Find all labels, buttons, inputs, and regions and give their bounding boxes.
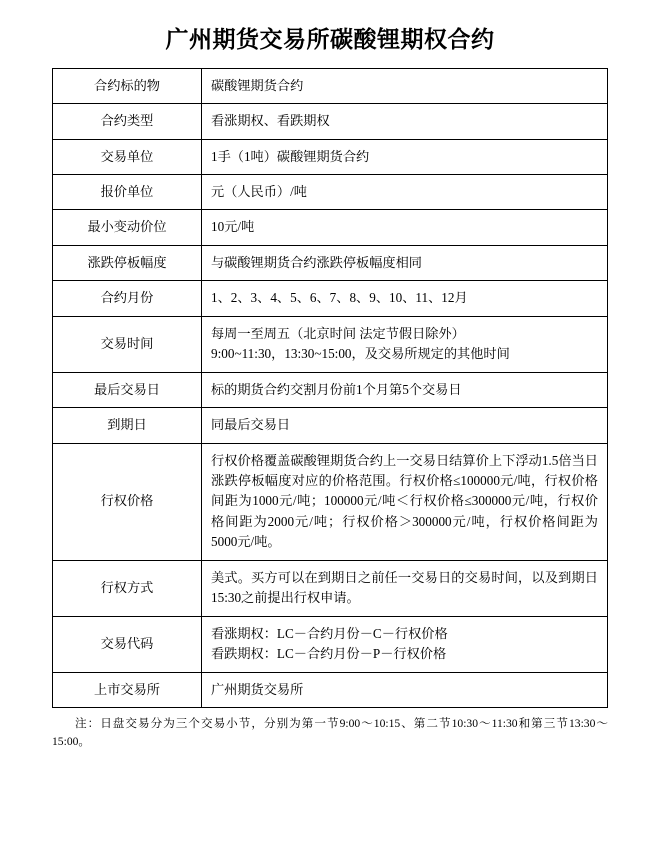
table-body — [53, 68, 608, 708]
row-value — [202, 210, 608, 245]
row-label: 合约月份 — [53, 281, 202, 316]
value-line: 10元/吨 — [211, 219, 255, 235]
row-value — [202, 68, 608, 103]
row-label: 交易代码 — [53, 616, 202, 672]
value-line: 碳酸锂期货合约 — [211, 77, 304, 93]
row-label: 涨跌停板幅度 — [53, 245, 202, 280]
table-row — [53, 281, 608, 316]
table-row — [53, 174, 608, 209]
table-row — [53, 616, 608, 672]
value-line: 看涨期权：LC－合约月份－C－行权价格 — [211, 625, 448, 641]
row-value — [202, 672, 608, 707]
table-row — [53, 316, 608, 372]
table-row — [53, 210, 608, 245]
table-row — [53, 68, 608, 103]
row-value — [202, 139, 608, 174]
row-label: 到期日 — [53, 408, 202, 443]
contract-spec-table — [52, 68, 608, 709]
value-line: 行权价格覆盖碳酸锂期货合约上一交易日结算价上下浮动1.5倍当日涨跌停板幅度对应的价格范围。行权价格≤100000元/吨，行权价格间距为1000元/吨；100000元/吨＜行权价格≤300000元/吨，行权价格间距为2000元/吨；行权价格＞300000元/吨，行权价格间距为5000元/吨。 — [211, 452, 598, 550]
value-line: 1手（1吨）碳酸锂期货合约 — [211, 148, 370, 164]
row-label: 最小变动价位 — [53, 210, 202, 245]
value-line: 看涨期权、看跌期权 — [211, 113, 330, 129]
value-line: 标的期货合约交割月份前1个月第5个交易日 — [211, 381, 462, 397]
value-line: 看跌期权：LC－合约月份－P－行权价格 — [211, 646, 447, 662]
value-line: 元（人民币）/吨 — [211, 183, 307, 199]
row-value — [202, 443, 608, 560]
value-line: 广州期货交易所 — [211, 681, 304, 697]
value-line: 美式。买方可以在到期日之前任一交易日的交易时间，以及到期日15:30之前提出行权申请。 — [211, 569, 598, 606]
row-value — [202, 316, 608, 372]
row-value — [202, 245, 608, 280]
row-label: 交易时间 — [53, 316, 202, 372]
row-value — [202, 281, 608, 316]
table-row — [53, 245, 608, 280]
row-value — [202, 372, 608, 407]
row-label: 报价单位 — [53, 174, 202, 209]
row-value — [202, 560, 608, 616]
table-row — [53, 443, 608, 560]
value-line: 1、2、3、4、5、6、7、8、9、10、11、12月 — [211, 290, 468, 306]
row-label: 交易单位 — [53, 139, 202, 174]
row-label: 最后交易日 — [53, 372, 202, 407]
footnote-text: 注：日盘交易分为三个交易小节，分别为第一节9:00～10:15、第二节10:30～11:30和第三节13:30～15:00。 — [52, 717, 608, 748]
row-label: 行权价格 — [53, 443, 202, 560]
table-row — [53, 408, 608, 443]
table-row — [53, 104, 608, 139]
row-value — [202, 104, 608, 139]
page-title: 广州期货交易所碳酸锂期权合约 — [165, 27, 495, 52]
value-line: 9:00~11:30，13:30~15:00，及交易所规定的其他时间 — [211, 346, 510, 362]
table-row — [53, 372, 608, 407]
table-row — [53, 139, 608, 174]
row-label: 上市交易所 — [53, 672, 202, 707]
value-line: 每周一至周五（北京时间 法定节假日除外） — [211, 325, 465, 341]
row-label: 合约标的物 — [53, 68, 202, 103]
row-label: 合约类型 — [53, 104, 202, 139]
value-line: 与碳酸锂期货合约涨跌停板幅度相同 — [211, 254, 422, 270]
row-label: 行权方式 — [53, 560, 202, 616]
row-value — [202, 408, 608, 443]
value-line: 同最后交易日 — [211, 417, 291, 433]
table-footnote — [52, 715, 608, 750]
row-value — [202, 174, 608, 209]
table-row — [53, 560, 608, 616]
row-value — [202, 616, 608, 672]
table-row — [53, 672, 608, 707]
